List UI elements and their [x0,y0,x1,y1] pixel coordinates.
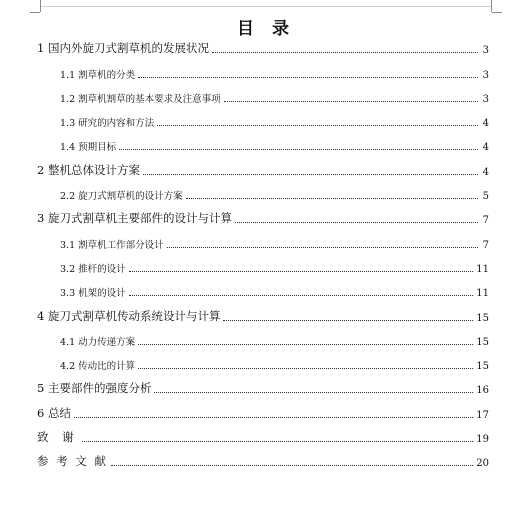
toc-entry-text: 3.3 机架的设计 [60,288,126,300]
toc-leader-dots [223,320,473,321]
left-corner-mark [40,0,41,12]
toc-entry[interactable] [37,328,489,352]
toc-entry[interactable] [37,449,489,473]
toc-entry-text: 5 主要部件的强度分析 [37,381,152,396]
right-corner-mark [491,0,492,12]
right-corner-tick [492,12,502,13]
toc-entry[interactable] [37,303,489,327]
toc-entry-text: 致 谢 [37,430,79,445]
toc-page-number: 4 [482,166,489,178]
toc-leader-dots [138,344,473,345]
toc-entry-text: 1.4 预期目标 [60,142,117,154]
toc-entry-text: 2 整机总体设计方案 [37,162,140,177]
toc-entry-text: 4.2 传动比的计算 [60,361,136,373]
toc-entry-text: 3.2 推杆的设计 [60,263,126,275]
toc-entry[interactable] [37,60,489,84]
toc-leader-dots [138,368,473,369]
toc-page-number: 5 [482,191,489,203]
toc-page-number: 3 [482,93,489,105]
toc-page-number: 11 [476,288,489,300]
page-top-rule [40,6,492,7]
toc-page-number: 20 [476,458,489,470]
toc-entry[interactable] [37,400,489,424]
toc-page-number: 3 [482,45,489,57]
toc-leader-dots [74,417,473,418]
toc-entry-text: 1.1 割草机的分类 [60,69,136,81]
toc-page-number: 15 [476,336,489,348]
toc-entry[interactable] [37,85,489,109]
toc-leader-dots [82,441,474,442]
toc-entry[interactable] [37,36,489,60]
toc-entry[interactable] [37,206,489,230]
toc-entry-text: 4.1 动力传递方案 [60,336,136,348]
toc-leader-dots [143,174,478,175]
table-of-contents [37,36,489,473]
toc-page-number: 11 [476,263,489,275]
toc-leader-dots [154,392,473,393]
toc-page-number: 7 [482,215,489,227]
toc-entry[interactable] [37,109,489,133]
toc-entry[interactable] [37,230,489,254]
toc-page-number: 4 [482,142,489,154]
toc-entry-text: 1.2 割草机割草的基本要求及注意事项 [60,93,221,105]
toc-title: 目 录 [237,19,295,39]
toc-entry[interactable] [37,182,489,206]
toc-leader-dots [167,247,478,248]
toc-entry-text: 参 考 文 献 [37,454,108,469]
toc-leader-dots [212,52,478,53]
toc-leader-dots [111,465,473,466]
toc-entry-text: 2.2 旋刀式割草机的设计方案 [60,191,183,203]
toc-page-number: 19 [476,434,489,446]
toc-page-number: 16 [476,385,489,397]
toc-leader-dots [129,271,474,272]
toc-entry[interactable] [37,133,489,157]
toc-page-number: 4 [482,118,489,130]
toc-page-number: 17 [476,409,489,421]
toc-leader-dots [224,101,478,102]
toc-leader-dots [186,198,478,199]
toc-page-number: 3 [482,69,489,81]
toc-page-number: 7 [482,239,489,251]
toc-leader-dots [129,295,474,296]
toc-leader-dots [157,125,478,126]
toc-entry-text: 3 旋刀式割草机主要部件的设计与计算 [37,211,232,226]
toc-leader-dots [235,222,478,223]
toc-entry-text: 1.3 研究的内容和方法 [60,118,155,130]
toc-entry[interactable] [37,352,489,376]
toc-leader-dots [119,149,478,150]
toc-page-number: 15 [476,312,489,324]
toc-entry[interactable] [37,157,489,181]
toc-entry-text: 4 旋刀式割草机传动系统设计与计算 [37,308,221,323]
toc-entry[interactable] [37,279,489,303]
toc-entry[interactable] [37,255,489,279]
toc-entry[interactable] [37,425,489,449]
toc-entry-text: 3.1 割草机工作部分设计 [60,239,164,251]
toc-entry-text: 6 总结 [37,405,71,420]
left-corner-tick [30,12,40,13]
toc-entry[interactable] [37,376,489,400]
toc-leader-dots [138,77,478,78]
toc-page-number: 15 [476,361,489,373]
toc-entry-text: 1 国内外旋刀式割草机的发展状况 [37,41,209,56]
